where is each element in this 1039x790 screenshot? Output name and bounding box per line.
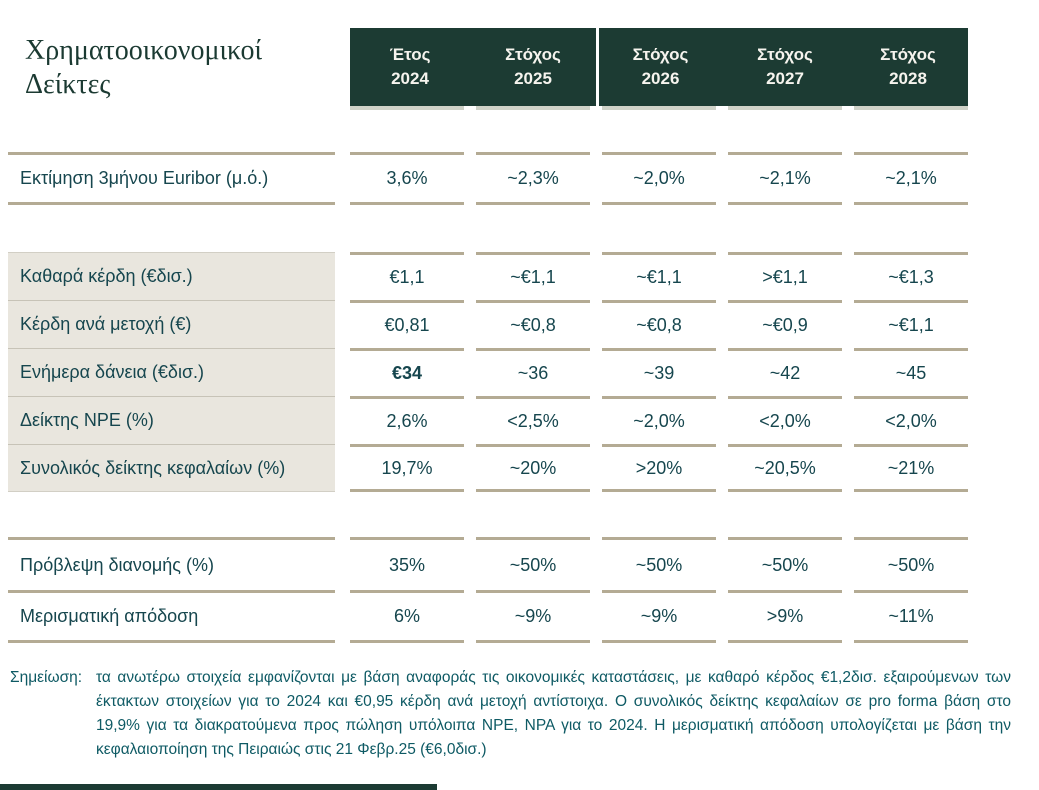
header-shadow — [728, 106, 842, 110]
cell-value: ~36 — [476, 348, 590, 396]
cell-value: ~€1,1 — [854, 300, 968, 348]
cell-value: ~20% — [476, 444, 590, 492]
row-label: Εκτίμηση 3μήνου Euribor (μ.ό.) — [8, 152, 335, 205]
cell-value: ~€0,8 — [476, 300, 590, 348]
cell-value: <2,0% — [854, 396, 968, 444]
cell-value: ~€0,9 — [728, 300, 842, 348]
cell-value: ~€1,1 — [476, 252, 590, 300]
cell-value: ~50% — [602, 537, 716, 590]
header-year: 2024 — [391, 69, 429, 88]
cell-value: ~9% — [476, 590, 590, 643]
table-row — [8, 590, 974, 643]
table-row — [8, 537, 974, 590]
cell-value: ~50% — [728, 537, 842, 590]
cell-value: ~11% — [854, 590, 968, 643]
cell-value: >9% — [728, 590, 842, 643]
header-label: Στόχος — [505, 45, 561, 64]
cell-value: 6% — [350, 590, 464, 643]
cell-value: ~42 — [728, 348, 842, 396]
spacer — [8, 110, 974, 152]
cell-value: >20% — [602, 444, 716, 492]
cell-value: ~39 — [602, 348, 716, 396]
table-row — [8, 348, 974, 396]
cell-value: <2,5% — [476, 396, 590, 444]
column-header-2024 — [350, 28, 470, 106]
footnote — [10, 666, 1011, 762]
column-header-2028 — [848, 28, 968, 106]
column-header-2026 — [596, 28, 722, 106]
cell-value: ~2,1% — [854, 152, 968, 205]
cell-value: ~€1,3 — [854, 252, 968, 300]
row-label: Καθαρά κέρδη (€δισ.) — [8, 252, 335, 300]
header-spacer — [8, 28, 344, 106]
table-row — [8, 444, 974, 492]
cell-value: ~20,5% — [728, 444, 842, 492]
header-shadow — [854, 106, 968, 110]
cell-value: ~2,1% — [728, 152, 842, 205]
table-row — [8, 252, 974, 300]
row-label: Κέρδη ανά μετοχή (€) — [8, 300, 335, 348]
header-shadow — [476, 106, 590, 110]
cell-value: 3,6% — [350, 152, 464, 205]
cell-value: €34 — [350, 348, 464, 396]
header-shadow — [350, 106, 464, 110]
header-label: Στόχος — [757, 45, 813, 64]
table-row — [8, 396, 974, 444]
row-label: Πρόβλεψη διανομής (%) — [8, 537, 335, 590]
column-header-2027 — [722, 28, 848, 106]
cell-value: ~50% — [476, 537, 590, 590]
page-title-line2: Δείκτες — [25, 69, 111, 100]
cell-value: €1,1 — [350, 252, 464, 300]
cell-value: ~9% — [602, 590, 716, 643]
cell-value: 19,7% — [350, 444, 464, 492]
cell-value: ~2,0% — [602, 152, 716, 205]
header-year: 2026 — [641, 69, 680, 88]
header-label: Στόχος — [632, 45, 689, 64]
cell-value: ~2,3% — [476, 152, 590, 205]
spacer — [8, 492, 974, 537]
cell-value: ~50% — [854, 537, 968, 590]
cell-value: 35% — [350, 537, 464, 590]
footnote-label: Σημείωση: — [10, 669, 83, 686]
cell-value: 2,6% — [350, 396, 464, 444]
header-year: 2027 — [766, 69, 804, 88]
cell-value: ~€0,8 — [602, 300, 716, 348]
header-year: 2025 — [514, 69, 552, 88]
cell-value: ~€1,1 — [602, 252, 716, 300]
cell-value: ~21% — [854, 444, 968, 492]
row-label: Ενήμερα δάνεια (€δισ.) — [8, 348, 335, 396]
cell-value: ~45 — [854, 348, 968, 396]
cell-value: <2,0% — [728, 396, 842, 444]
row-label: Δείκτης NPE (%) — [8, 396, 335, 444]
bottom-bar — [0, 784, 437, 790]
row-label: Μερισματική απόδοση — [8, 590, 335, 643]
cell-value: ~2,0% — [602, 396, 716, 444]
header-label: Έτος — [389, 45, 431, 64]
column-header-2025 — [470, 28, 596, 106]
header-shadow — [602, 106, 716, 110]
cell-value: €0,81 — [350, 300, 464, 348]
spacer — [8, 205, 974, 252]
cell-value: >€1,1 — [728, 252, 842, 300]
table-row — [8, 152, 974, 205]
header-shadow-row — [8, 106, 974, 110]
header-label: Στόχος — [880, 45, 936, 64]
row-label: Συνολικός δείκτης κεφαλαίων (%) — [8, 444, 335, 492]
footnote-text: τα ανωτέρω στοιχεία εμφανίζονται με βάση αναφοράς τις οικονομικές καταστάσεις, με καθαρό κέρδος €1,2δισ. εξαιρούμενων των έκτακτων στοιχείων για το 2024 και €0,95 κέρδη ανά μετοχή αντίστοιχα. Ο συνολικός δείκτης κεφαλαίων σε pro forma βάση στο 19,9% για τα διακρατούμενα προς πώληση υπόλοιπα NPE, NPA για το 2024. Η μερισματική απόδοση υπολογίζεται με βάση την κεφαλαιοποίηση της Πειραιώς στις 21 Φεβρ.25 (€6,0δισ.) — [96, 669, 1011, 758]
header-row — [8, 28, 974, 106]
page-title-line1: Χρηματοοικονομικοί — [25, 35, 263, 66]
table-row — [8, 300, 974, 348]
financial-table — [8, 28, 974, 643]
header-year: 2028 — [889, 69, 927, 88]
